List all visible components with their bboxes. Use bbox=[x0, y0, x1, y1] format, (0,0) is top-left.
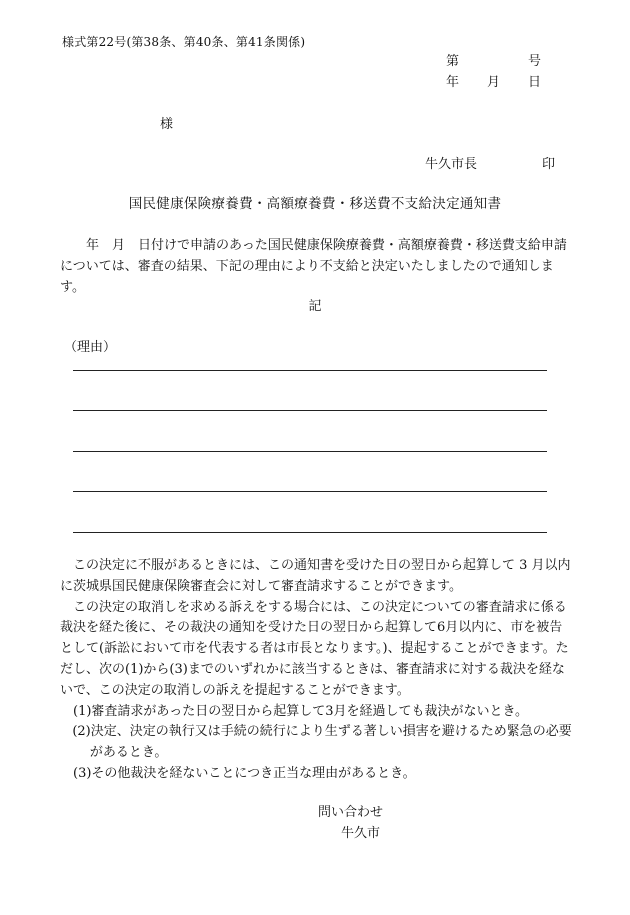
ki-heading: 記 bbox=[308, 299, 322, 314]
contact-org: 牛久市 bbox=[341, 826, 381, 841]
reason-line bbox=[73, 532, 547, 533]
addressee-honorific: 様 bbox=[160, 117, 174, 132]
reason-line bbox=[73, 410, 547, 411]
appeal-notes bbox=[60, 556, 575, 785]
note-review-request: この決定に不服があるときには、この通知書を受けた日の翌日から起算して 3 月以内に茨城県国民健康保険審査会に対して審査請求することができます。 bbox=[60, 558, 571, 594]
reason-line bbox=[73, 491, 547, 492]
note-item-3: (3)その他裁決を経ないことにつき正当な理由があるとき。 bbox=[73, 765, 416, 781]
note-item-2: (2)決定、決定の執行又は手続の続行により生ずる著しい損害を避けるため緊急の必要があるとき。 bbox=[72, 724, 572, 761]
number-prefix: 第 bbox=[446, 54, 460, 69]
number-suffix: 号 bbox=[528, 54, 542, 69]
document-title: 国民健康保険療養費・高額療養費・移送費不支給決定通知書 bbox=[128, 196, 502, 212]
form-number: 様式第22号(第38条、第40条、第41条関係) bbox=[62, 35, 306, 49]
seal-mark: 印 bbox=[542, 157, 556, 172]
body-paragraph: 年 月 日付けで申請のあった国民健康保険療養費・高額療養費・移送費支給申請については、審査の結果、下記の理由により不支給と決定いたしましたので通知します。 bbox=[60, 238, 567, 295]
reason-line bbox=[73, 370, 547, 371]
reason-line bbox=[73, 451, 547, 452]
note-lawsuit: この決定の取消しを求める訴えをする場合には、この決定についての審査請求に係る裁決を経た後に、その裁決の通知を受けた日の翌日から起算して6月以内に、市を被告として(訴訟において市を代表する者は市長となります。)、提起することができます。ただし、次の(1)から(3)までのいずれかに該当するときは、審査請求に対する裁決を経ないで、この決定の取消しの訴えを提起することができます。 bbox=[60, 599, 569, 698]
sender-name: 牛久市長 bbox=[425, 157, 478, 172]
note-item-1: (1)審査請求があった日の翌日から起算して3月を経過しても裁決がないとき。 bbox=[73, 703, 529, 719]
date-year: 年 bbox=[446, 75, 460, 90]
reason-label: （理由） bbox=[64, 340, 117, 355]
date-day: 日 bbox=[528, 75, 542, 90]
contact-label: 問い合わせ bbox=[318, 805, 384, 820]
date-month: 月 bbox=[487, 75, 501, 90]
